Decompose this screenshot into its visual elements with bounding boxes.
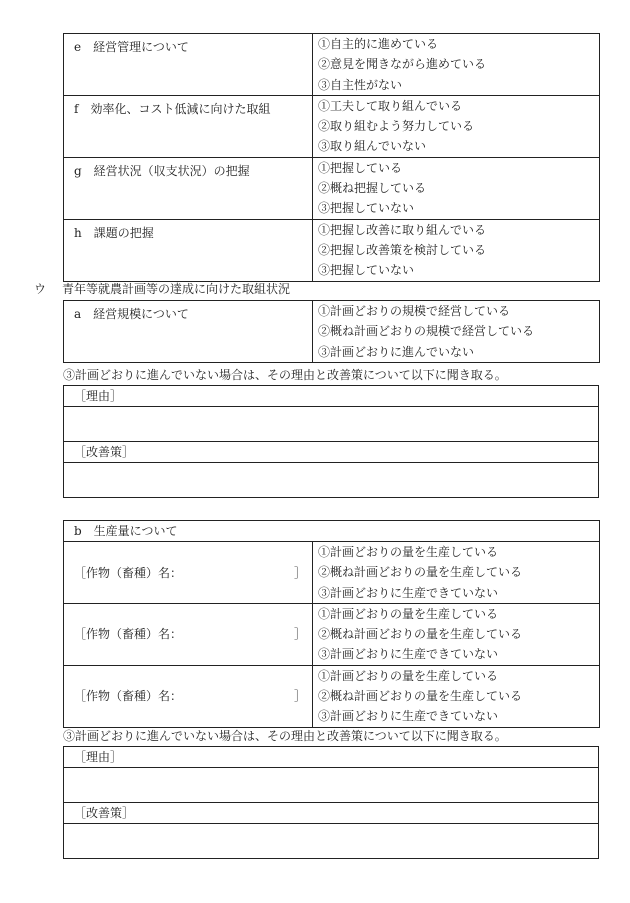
- instruction-note: ③計画どおりに進んでいない場合は、その理由と改善策について以下に聞き取る。: [63, 368, 507, 382]
- option-3: ③計画どおりに生産できていない: [318, 585, 499, 600]
- item-label: e 経営管理について: [64, 34, 313, 96]
- table-row: [64, 603, 600, 665]
- options-cell: [313, 301, 600, 363]
- measure-field[interactable]: [64, 463, 599, 498]
- management-table: [63, 33, 600, 282]
- item-label: f 効率化、コスト低減に向けた取組: [64, 95, 313, 157]
- option-2: ②取り組むよう努力している: [318, 119, 475, 134]
- option-3: ③計画どおりに進んでいない: [318, 344, 475, 359]
- options-cell: [313, 603, 600, 665]
- option-1: ①計画どおりの量を生産している: [318, 668, 499, 683]
- reason-table: [63, 746, 599, 859]
- crop-close: ］: [293, 627, 306, 642]
- crop-name-cell[interactable]: [64, 603, 313, 665]
- option-3: ③取り組んでいない: [318, 139, 427, 154]
- option-3: ③把握していない: [318, 201, 415, 216]
- crop-name-cell[interactable]: [64, 665, 313, 727]
- table-row: [64, 34, 600, 96]
- option-2: ②把握し改善策を検討している: [318, 242, 487, 257]
- reason-field[interactable]: [64, 407, 599, 442]
- table-row: [64, 665, 600, 727]
- option-2: ②概ね計画どおりの規模で経営している: [318, 324, 535, 339]
- item-label: g 経営状況（収支状況）の把握: [64, 157, 313, 219]
- option-1: ①計画どおりの規模で経営している: [318, 304, 511, 318]
- crop-label: ［作物（畜種）名：: [74, 689, 183, 704]
- section-title: 青年等就農計画等の達成に向けた取組状況: [62, 282, 291, 296]
- table-row: [64, 157, 600, 219]
- option-3: ③把握していない: [318, 263, 415, 278]
- options-cell: [313, 542, 600, 604]
- crop-close: ］: [293, 689, 306, 704]
- option-2: ②概ね計画どおりの量を生産している: [318, 565, 523, 580]
- table-row: [64, 301, 600, 363]
- option-1: ①計画どおりの量を生産している: [318, 606, 499, 621]
- option-2: ②意見を聞きながら進めている: [318, 57, 487, 72]
- crop-label: ［作物（畜種）名：: [74, 565, 183, 580]
- options-cell: [313, 665, 600, 727]
- reason-field[interactable]: [64, 768, 599, 803]
- option-1: ①工夫して取り組んでいる: [318, 98, 463, 113]
- section-marker: ウ: [34, 282, 47, 296]
- measure-label: ［改善策］: [64, 803, 599, 824]
- crop-label: ［作物（畜種）名：: [74, 627, 183, 642]
- option-1: ①自主的に進めている: [318, 37, 439, 51]
- crop-close: ］: [293, 565, 306, 580]
- table-row: [64, 95, 600, 157]
- option-3: ③計画どおりに生産できていない: [318, 647, 499, 662]
- options-cell: [313, 157, 600, 219]
- options-cell: [313, 219, 600, 281]
- option-1: ①把握している: [318, 160, 403, 175]
- crop-name-cell[interactable]: [64, 542, 313, 604]
- option-2: ②概ね把握している: [318, 181, 427, 196]
- item-label: a 経営規模について: [64, 301, 313, 363]
- instruction-note: ③計画どおりに進んでいない場合は、その理由と改善策について以下に聞き取る。: [63, 729, 507, 743]
- measure-label: ［改善策］: [64, 442, 599, 463]
- production-header: b 生産量について: [64, 521, 600, 542]
- table-row: [64, 219, 600, 281]
- options-cell: [313, 95, 600, 157]
- option-1: ①計画どおりの量を生産している: [318, 545, 499, 559]
- option-3: ③計画どおりに生産できていない: [318, 709, 499, 724]
- option-2: ②概ね計画どおりの量を生産している: [318, 689, 523, 704]
- options-cell: [313, 34, 600, 96]
- reason-table: [63, 385, 599, 498]
- option-2: ②概ね計画どおりの量を生産している: [318, 627, 523, 642]
- measure-field[interactable]: [64, 824, 599, 859]
- reason-label: ［理由］: [64, 747, 599, 768]
- option-3: ③自主性がない: [318, 77, 403, 92]
- option-1: ①把握し改善に取り組んでいる: [318, 222, 487, 237]
- production-table: [63, 520, 600, 728]
- reason-label: ［理由］: [64, 386, 599, 407]
- scale-table: [63, 300, 600, 363]
- table-row: [64, 542, 600, 604]
- section-heading: [34, 281, 290, 297]
- item-label: h 課題の把握: [64, 219, 313, 281]
